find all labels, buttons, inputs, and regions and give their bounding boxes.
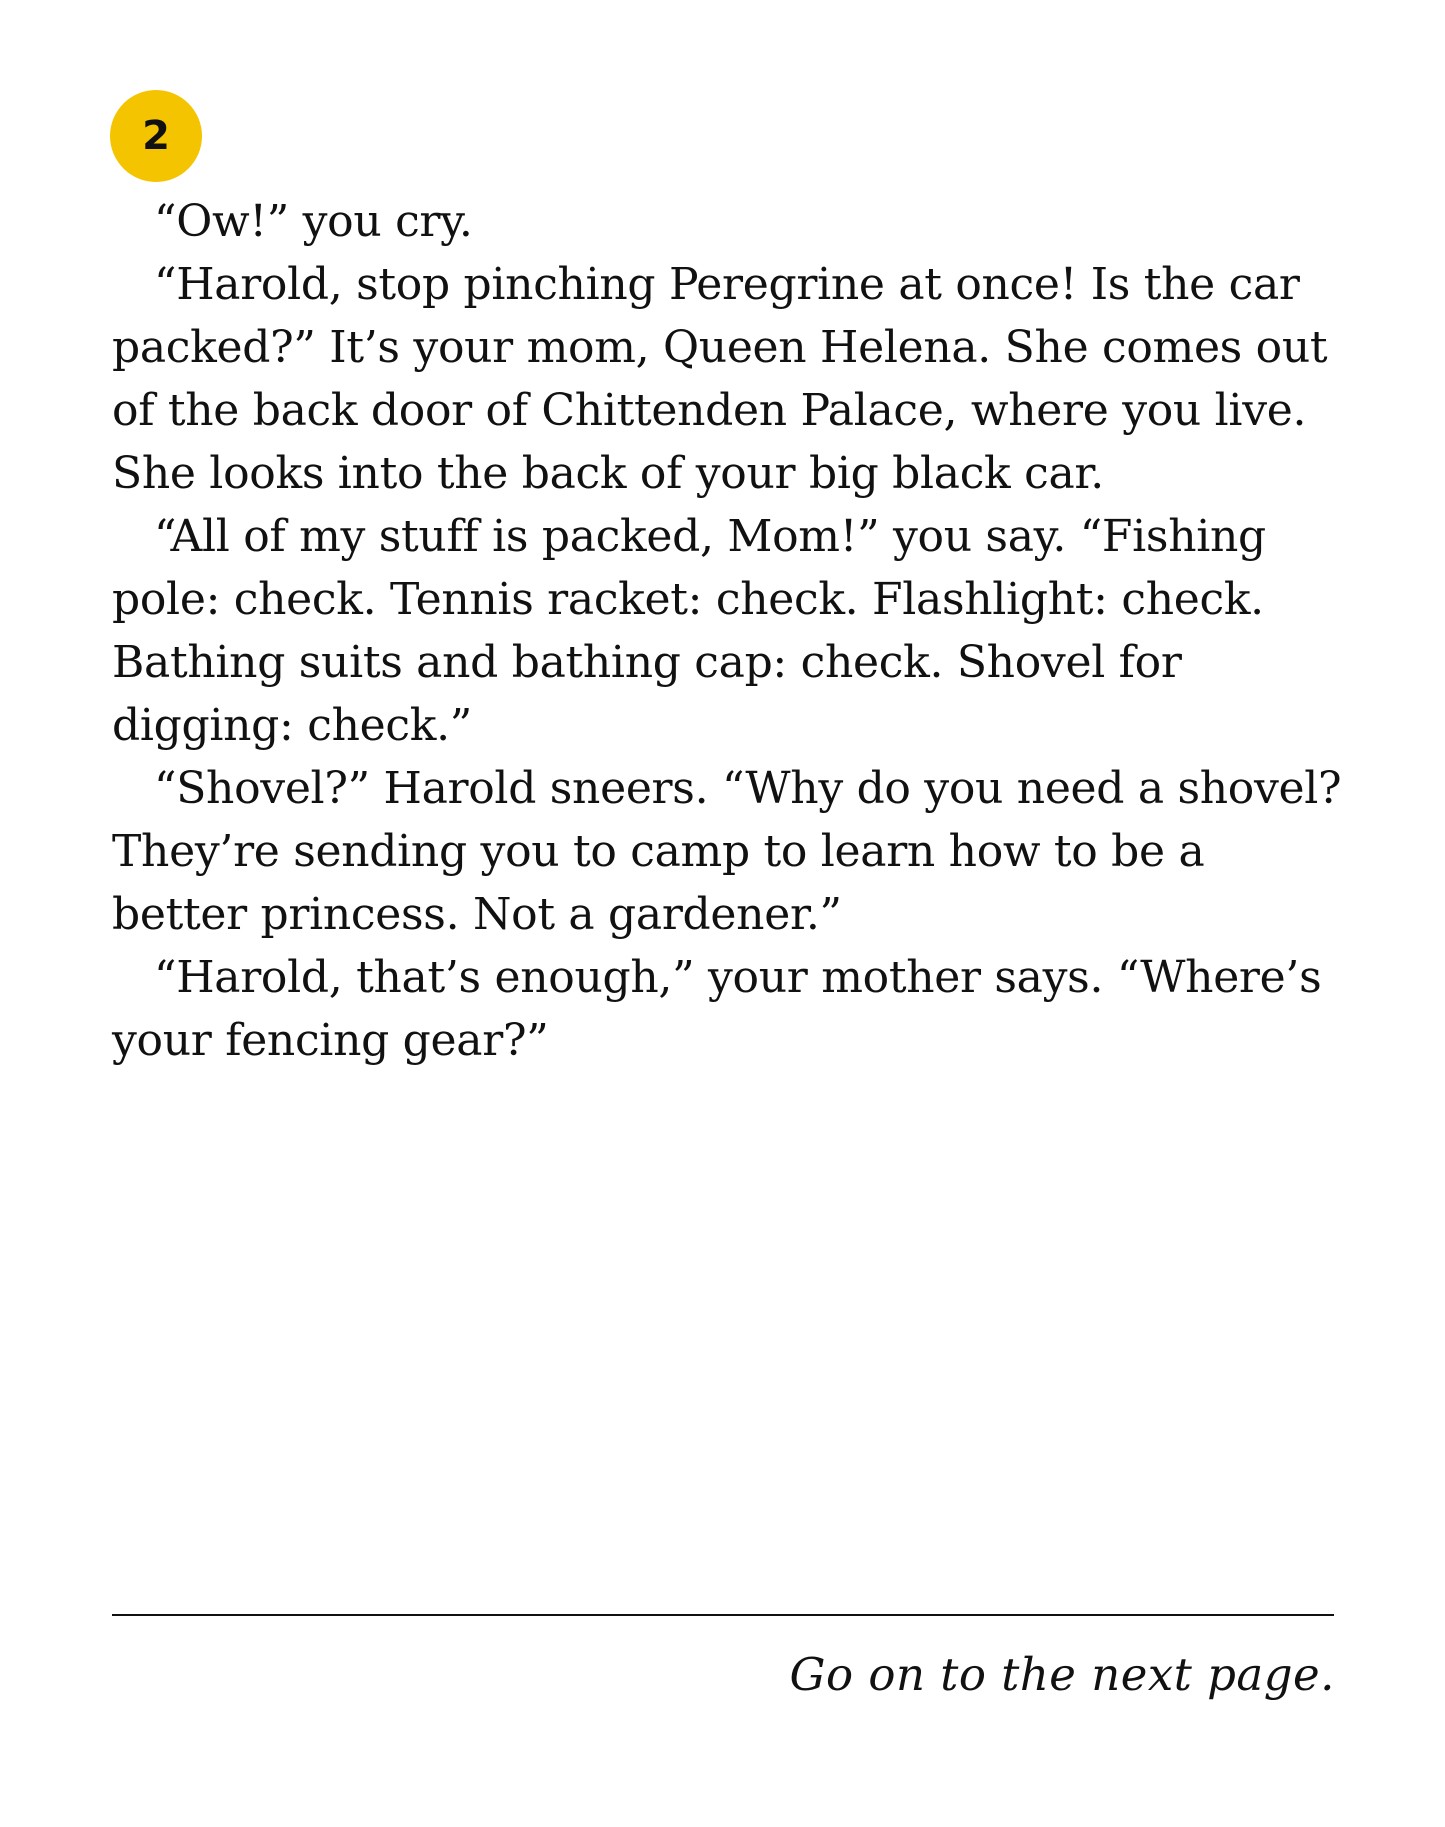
story-paragraph: “Harold, that’s enough,” your mother says. “Where’s your fencing gear?” — [112, 952, 1322, 1066]
page-number-badge — [110, 90, 202, 182]
story-text — [112, 190, 1342, 1072]
story-paragraph: “Harold, stop pinching Peregrine at once! Is the car packed?” It’s your mom, Queen Helena. She comes out of the back door of Chittenden Palace, where you live. She looks into the back of your big black car. — [112, 259, 1328, 499]
next-page-instruction: Go on to the next page. — [789, 1648, 1335, 1701]
page-number: 2 — [142, 113, 170, 159]
footer-divider — [112, 1614, 1334, 1616]
story-paragraph: “Shovel?” Harold sneers. “Why do you need a shovel? They’re sending you to camp to learn how to be a better princess. Not a gardener.” — [112, 763, 1342, 940]
story-paragraph: “All of my stuff is packed, Mom!” you say. “Fishing pole: check. Tennis racket: check. Flashlight: check. Bathing suits and bathing cap: check. Shovel for digging: check.” — [112, 511, 1266, 751]
story-paragraph: “Ow!” you cry. — [154, 196, 473, 247]
